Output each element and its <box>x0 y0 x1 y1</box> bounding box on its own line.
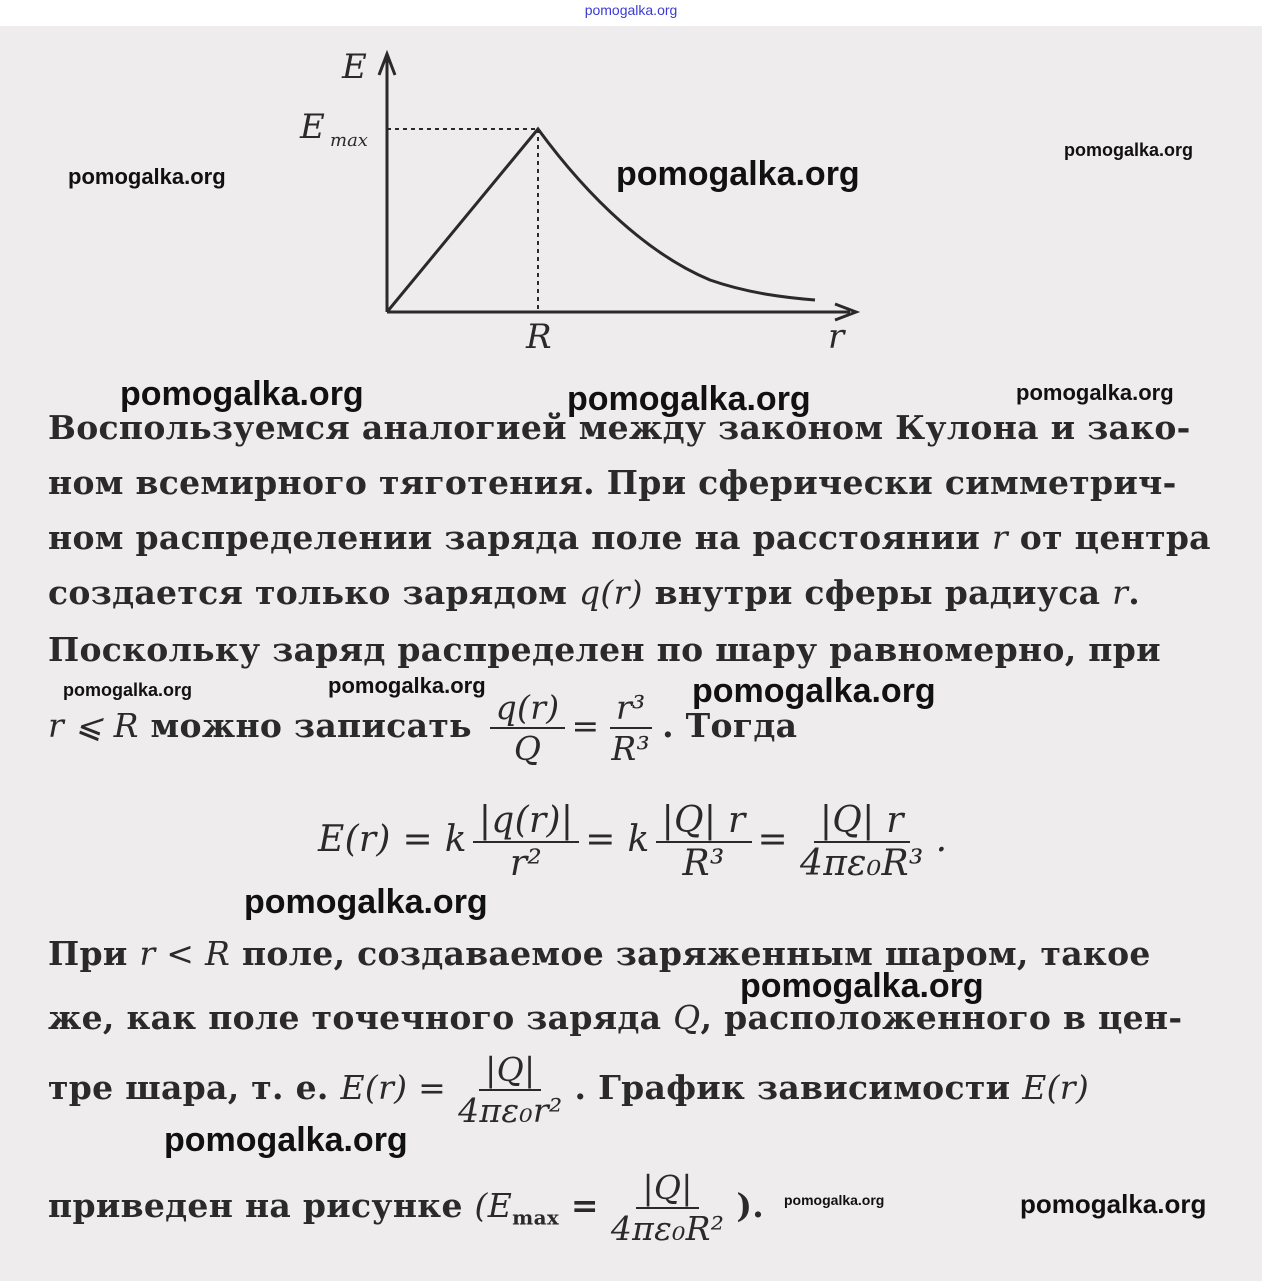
watermark: pomogalka.org <box>1020 1189 1207 1219</box>
var: r <box>991 518 1008 557</box>
fraction <box>490 688 566 768</box>
text: от центра <box>1008 518 1211 557</box>
eq-part: . <box>935 819 948 860</box>
fraction <box>794 800 930 884</box>
watermark: pomogalka.org <box>120 375 364 413</box>
watermark: pomogalka.org <box>63 680 193 700</box>
text-line-1: Воспользуемся аналогией между законом Кулона и зако- <box>48 408 1191 447</box>
num: q(r) <box>490 688 566 729</box>
eq-part: E(r) = k <box>318 819 467 860</box>
sub: max <box>512 1205 560 1230</box>
text: . График зависимости <box>574 1068 1023 1107</box>
num: |Q| r <box>814 800 910 843</box>
var: r ⩽ R <box>48 706 139 745</box>
fraction <box>605 1168 731 1248</box>
eq: = <box>559 1186 599 1225</box>
watermark: pomogalka.org <box>740 967 984 1005</box>
text: ном распределении заряда поле на расстоянии <box>48 518 992 557</box>
text: тре шара, т. е. <box>48 1068 341 1107</box>
text: поле, создаваемое заряженным шаром, такое <box>230 934 1151 973</box>
text: же, как поле точечного заряда <box>48 998 674 1037</box>
fraction <box>473 800 579 884</box>
fraction <box>605 688 656 768</box>
top-watermark: pomogalka.org <box>584 2 678 18</box>
watermark: pomogalka.org <box>1016 380 1174 405</box>
y-axis-label: E <box>342 47 367 87</box>
text-line-7 <box>48 934 1151 973</box>
text: . Тогда <box>662 706 798 745</box>
watermark: pomogalka.org <box>616 155 860 193</box>
text: ). <box>736 1186 765 1225</box>
text-line-3 <box>48 518 1211 557</box>
den: R³ <box>682 843 725 884</box>
num: |Q| <box>479 1050 541 1091</box>
text-line-2: ном всемирного тяготения. При сферически симметрич- <box>48 463 1177 502</box>
text: приведен на рисунке <box>48 1186 475 1225</box>
text-line-10 <box>48 1168 764 1248</box>
text: При <box>48 934 140 973</box>
eq-part: = <box>757 819 788 860</box>
var: Q <box>673 998 701 1037</box>
num: r³ <box>610 688 652 729</box>
den: 4πε₀R³ <box>799 843 924 884</box>
den: Q <box>513 729 542 768</box>
fraction <box>656 800 752 884</box>
text-line-5: Поскольку заряд распределен по шару равномерно, при <box>48 630 1161 669</box>
num: |q(r)| <box>473 800 579 843</box>
text: внутри сферы радиуса <box>642 573 1113 612</box>
var: r < R <box>139 934 231 973</box>
den: R³ <box>611 729 651 768</box>
r-mark-label: R <box>526 317 552 357</box>
watermark: pomogalka.org <box>784 1192 885 1208</box>
emax-sub: max <box>330 130 368 151</box>
den: 4πε₀r² <box>458 1091 563 1130</box>
var: E(r) = <box>340 1068 447 1107</box>
watermark: pomogalka.org <box>1064 140 1194 160</box>
watermark: pomogalka.org <box>692 672 936 710</box>
x-axis-label: r <box>828 317 845 357</box>
den: 4πε₀R² <box>610 1209 725 1248</box>
watermark: pomogalka.org <box>164 1121 408 1159</box>
fraction <box>452 1050 568 1130</box>
text-line-4 <box>48 573 1140 612</box>
watermark: pomogalka.org <box>567 380 811 418</box>
var: r <box>1112 573 1129 612</box>
num: |Q| <box>636 1168 698 1209</box>
field-equation <box>318 800 947 884</box>
var: (E <box>474 1186 513 1225</box>
text-line-9 <box>48 1050 1089 1130</box>
eq: = <box>571 706 600 745</box>
eq-part: = k <box>585 819 650 860</box>
den: r² <box>509 843 543 884</box>
var: q(r) <box>578 573 643 612</box>
var: E(r) <box>1022 1068 1090 1107</box>
text: . <box>1128 573 1140 612</box>
watermark: pomogalka.org <box>68 164 226 189</box>
emax-label: E <box>300 107 325 147</box>
num: |Q| r <box>656 800 752 843</box>
watermark: pomogalka.org <box>328 673 486 698</box>
watermark: pomogalka.org <box>244 883 488 921</box>
text: можно записать <box>138 706 484 745</box>
field-graph <box>290 40 870 370</box>
text-line-8 <box>48 998 1182 1037</box>
text: , расположенного в цен- <box>700 998 1183 1037</box>
text: создается только зарядом <box>48 573 579 612</box>
